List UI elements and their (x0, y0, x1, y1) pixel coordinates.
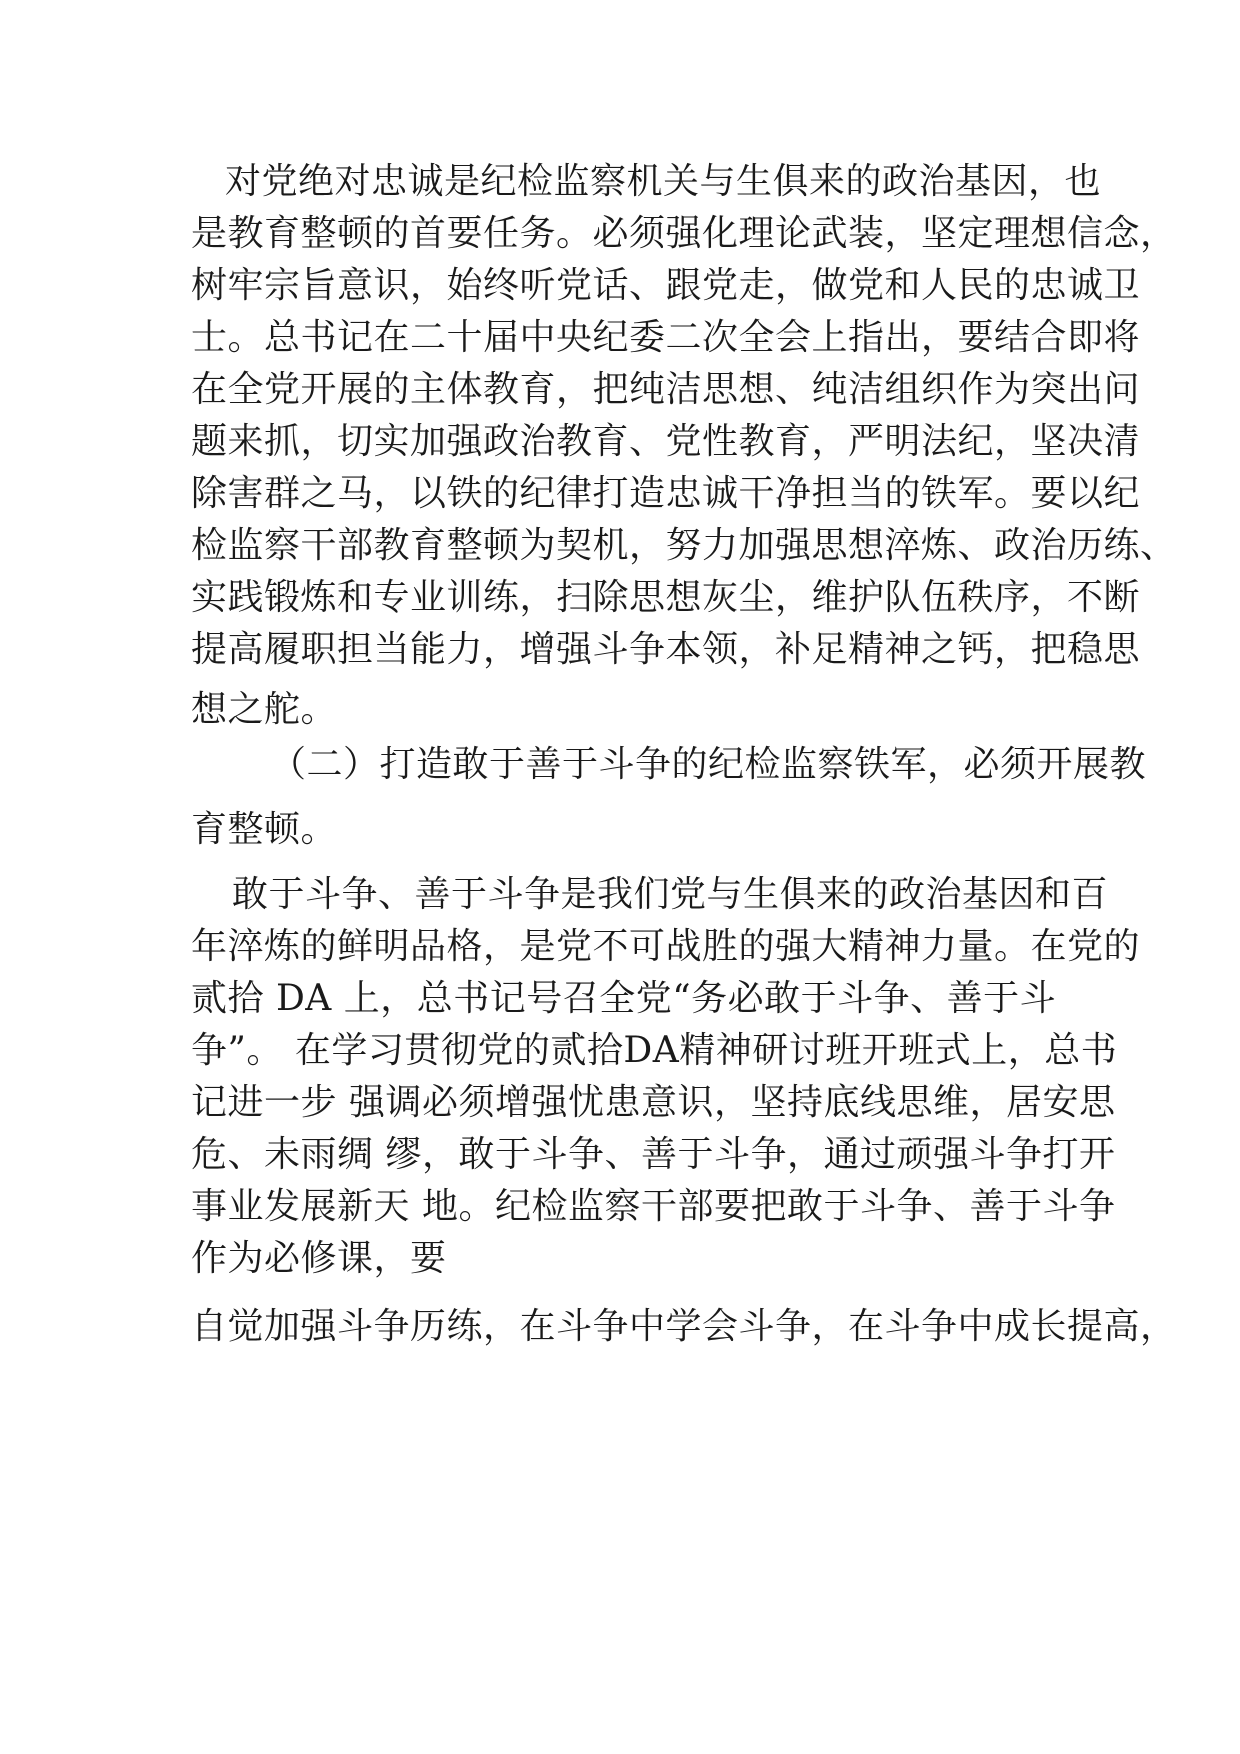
paragraph-2-line-2: 年淬炼的鲜明品格，是党不可战胜的强大精神力量。在党的 (191, 926, 1141, 967)
paragraph-2-line-3: 贰拾 DA 上，总书记号召全党“务必敢于斗争、善于斗 (191, 978, 1057, 1019)
paragraph-2-line-6: 危、未雨绸 缪，敢于斗争、善于斗争，通过顽强斗争打开 (191, 1134, 1116, 1175)
paragraph-1-line-6: 题来抓，切实加强政治教育、党性教育，严明法纪，坚决清 (191, 421, 1141, 462)
paragraph-2-line-5: 记进一步 强调必须增强忧患意识，坚持底线思维，居安思 (191, 1082, 1116, 1123)
paragraph-2-line-8: 作为必修课，要 (191, 1238, 447, 1279)
paragraph-1-line-8: 检监察干部教育整顿为契机，努力加强思想淬炼、政治历练、 (191, 525, 1177, 566)
section-heading-line-1: （二）打造敢于善于斗争的纪检监察铁军，必须开展教 (270, 744, 1147, 785)
paragraph-2-line-1: 敢于斗争、善于斗争是我们党与生俱来的政治基因和百 (232, 874, 1109, 915)
paragraph-2-line-4: 争”。 在学习贯彻党的贰拾DA精神研讨班开班式上，总书 (191, 1030, 1118, 1071)
paragraph-2-line-7: 事业发展新天 地。纪检监察干部要把敢于斗争、善于斗争 (191, 1186, 1116, 1227)
paragraph-3-line-1: 自觉加强斗争历练，在斗争中学会斗争，在斗争中成长提高， (191, 1306, 1177, 1347)
paragraph-1-line-9: 实践锻炼和专业训练，扫除思想灰尘，维护队伍秩序，不断 (191, 577, 1141, 618)
paragraph-1-line-2: 是教育整顿的首要任务。必须强化理论武装，坚定理想信念， (191, 213, 1177, 254)
section-heading-line-2: 育整顿。 (191, 809, 338, 850)
paragraph-1-line-3: 树牢宗旨意识，始终听党话、跟党走，做党和人民的忠诚卫 (191, 265, 1141, 306)
paragraph-1-line-10: 提高履职担当能力，增强斗争本领，补足精神之钙，把稳思 (191, 629, 1141, 670)
paragraph-1-line-7: 除害群之马，以铁的纪律打造忠诚干净担当的铁军。要以纪 (191, 473, 1141, 514)
paragraph-1-line-11: 想之舵。 (191, 689, 338, 730)
paragraph-1-line-4: 士。总书记在二十届中央纪委二次全会上指出，要结合即将 (191, 317, 1141, 358)
paragraph-1-line-1: 对党绝对忠诚是纪检监察机关与生俱来的政治基因，也 (225, 161, 1102, 202)
paragraph-1-line-5: 在全党开展的主体教育，把纯洁思想、纯洁组织作为突出问 (191, 369, 1141, 410)
